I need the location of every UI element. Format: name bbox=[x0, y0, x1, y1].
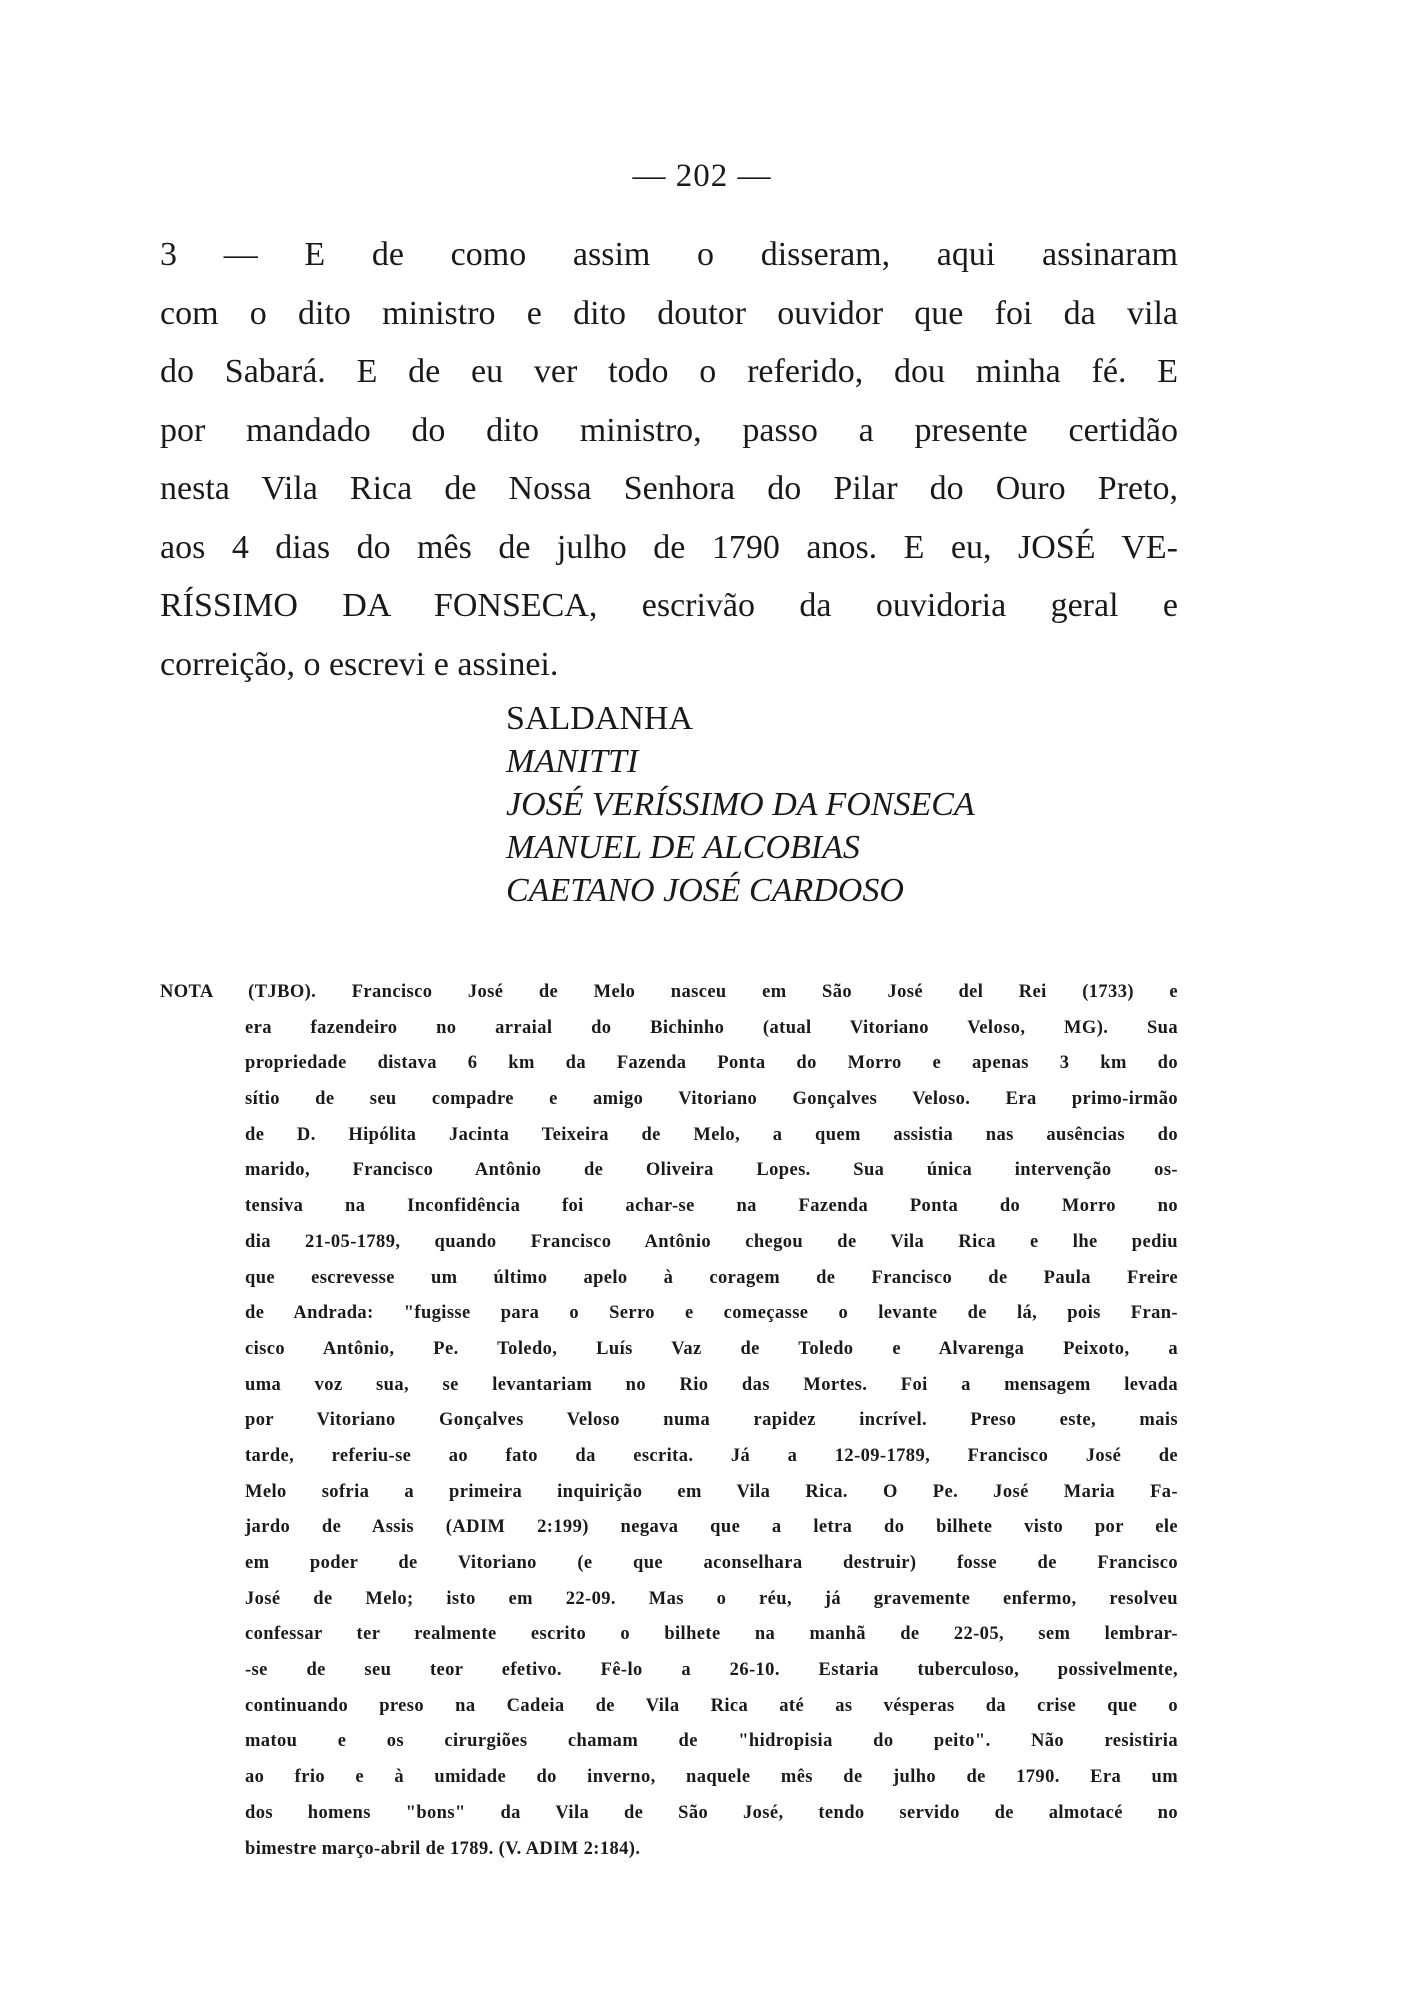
editor-note bbox=[160, 975, 1178, 1867]
body-line: do Sabará. E de eu ver todo o referido, dou minha fé. E bbox=[160, 353, 1178, 390]
body-line: por mandado do dito ministro, passo a presente certidão bbox=[160, 411, 1178, 449]
note-line: ao frio e à umidade do inverno, naquele mês de julho de 1790. Era um bbox=[245, 1767, 1178, 1788]
note-line: por Vitoriano Gonçalves Veloso numa rapidez incrível. Preso este, mais bbox=[245, 1410, 1178, 1431]
signature-manuel-de-alcobias: MANUEL DE ALCOBIAS bbox=[506, 829, 860, 866]
body-line: RÍSSIMO DA FONSECA, escrivão da ouvidoria geral e bbox=[160, 587, 1178, 624]
note-line: confessar ter realmente escrito o bilhete na manhã de 22-05, sem lembrar- bbox=[245, 1624, 1178, 1645]
body-line: correição, o escrevi e assinei. bbox=[160, 645, 559, 683]
signature-block bbox=[506, 697, 975, 912]
note-line: José de Melo; isto em 22-09. Mas o réu, já gravemente enfermo, resolveu bbox=[245, 1588, 1178, 1609]
note-line: marido, Francisco Antônio de Oliveira Lopes. Sua única intervenção os- bbox=[245, 1160, 1178, 1181]
signature-manitti: MANITTI bbox=[506, 743, 639, 780]
note-line: dos homens "bons" da Vila de São José, tendo servido de almotacé no bbox=[245, 1802, 1178, 1823]
body-line: 3 — E de como assim o disseram, aqui assinaram bbox=[160, 236, 1178, 273]
body-line: nesta Vila Rica de Nossa Senhora do Pilar do Ouro Preto, bbox=[160, 470, 1178, 507]
note-line: tarde, referiu-se ao fato da escrita. Já a 12-09-1789, Francisco José de bbox=[245, 1445, 1178, 1466]
note-first-line-text: Francisco José de Melo nasceu em São José del Rei (1733) e bbox=[351, 982, 1179, 1002]
body-line: com o dito ministro e dito doutor ouvidor que foi da vila bbox=[160, 294, 1178, 332]
note-line: tensiva na Inconfidência foi achar-se na Fazenda Ponta do Morro no bbox=[245, 1196, 1178, 1217]
note-line: de Andrada: "fugisse para o Serro e começasse o levante de lá, pois Fran- bbox=[245, 1303, 1178, 1324]
note-line: sítio de seu compadre e amigo Vitoriano Gonçalves Veloso. Era primo-irmão bbox=[245, 1089, 1178, 1110]
signature-jose-verissimo: JOSÉ VERÍSSIMO DA FONSECA bbox=[506, 786, 975, 823]
note-line: matou e os cirurgiões chamam de "hidropisia do peito". Não resistiria bbox=[245, 1731, 1178, 1752]
page-number: — 202 — bbox=[632, 158, 772, 194]
note-line: Melo sofria a primeira inquirição em Vila Rica. O Pe. José Maria Fa- bbox=[245, 1481, 1178, 1502]
note-line: em poder de Vitoriano (e que aconselhara destruir) fosse de Francisco bbox=[245, 1553, 1178, 1573]
note-line: propriedade distava 6 km da Fazenda Ponta do Morro e apenas 3 km do bbox=[245, 1053, 1178, 1074]
note-line: bimestre março-abril de 1789. (V. ADIM 2:184). bbox=[245, 1838, 641, 1859]
note-line: uma voz sua, se levantariam no Rio das Mortes. Foi a mensagem levada bbox=[245, 1374, 1178, 1395]
note-line bbox=[160, 975, 1178, 1011]
note-line: era fazendeiro no arraial do Bichinho (atual Vitoriano Veloso, MG). Sua bbox=[245, 1017, 1178, 1038]
note-label: NOTA (TJBO). bbox=[160, 982, 317, 1002]
note-line: de D. Hipólita Jacinta Teixeira de Melo, a quem assistia nas ausências do bbox=[245, 1124, 1178, 1145]
note-line: dia 21-05-1789, quando Francisco Antônio chegou de Vila Rica e lhe pediu bbox=[245, 1231, 1178, 1252]
body-line: aos 4 dias do mês de julho de 1790 anos. E eu, JOSÉ VE- bbox=[160, 528, 1178, 566]
note-line: que escrevesse um último apelo à coragem de Francisco de Paula Freire bbox=[245, 1267, 1178, 1288]
note-line: -se de seu teor efetivo. Fê-lo a 26-10. Estaria tuberculoso, possivelmente, bbox=[245, 1660, 1178, 1681]
certificate-paragraph bbox=[160, 226, 1178, 694]
note-line: cisco Antônio, Pe. Toledo, Luís Vaz de Toledo e Alvarenga Peixoto, a bbox=[245, 1338, 1178, 1359]
note-line: jardo de Assis (ADIM 2:199) negava que a letra do bilhete visto por ele bbox=[245, 1517, 1178, 1538]
signature-caetano-jose-cardoso: CAETANO JOSÉ CARDOSO bbox=[506, 872, 904, 909]
signature-saldanha: SALDANHA bbox=[506, 700, 693, 737]
note-line: continuando preso na Cadeia de Vila Rica até as vésperas da crise que o bbox=[245, 1695, 1178, 1716]
